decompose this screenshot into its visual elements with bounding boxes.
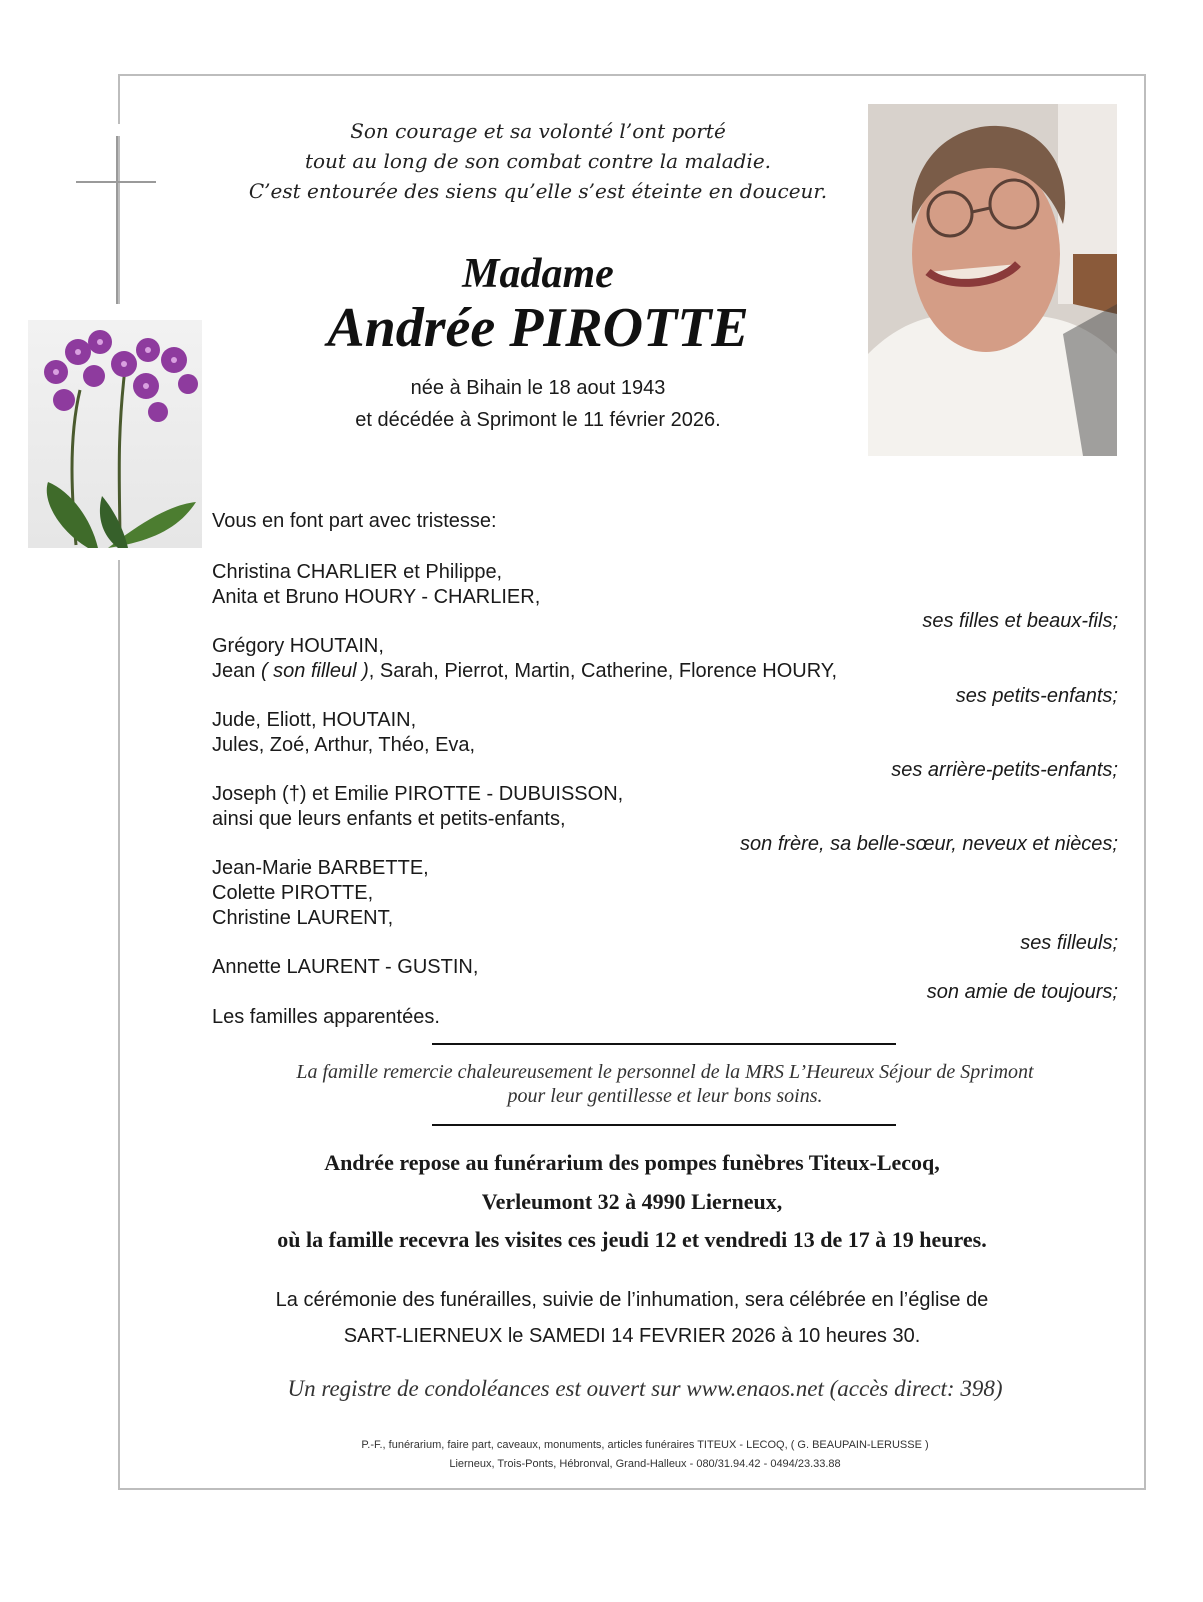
- cross-icon-vertical: [116, 136, 118, 304]
- filleul-note: ( son filleul ): [260, 659, 369, 682]
- family-name: Christine LAURENT,: [212, 906, 394, 929]
- family-name: ainsi que leurs enfants et petits-enfants,: [212, 808, 566, 831]
- family-list: [212, 560, 1118, 1029]
- family-relation: ses filleuls;: [1020, 931, 1118, 954]
- family-name: Joseph (†) et Emilie PIROTTE - DUBUISSON,: [212, 783, 624, 806]
- family-relation: ses arrière-petits-enfants;: [891, 758, 1118, 781]
- divider-bottom: [432, 1124, 896, 1126]
- repose-line: où la famille recevra les visites ces jeudi 12 et vendredi 13 de 17 à 19 heures.: [277, 1227, 987, 1252]
- family-name: Annette LAURENT - GUSTIN,: [212, 956, 479, 979]
- ceremony-block: [140, 1282, 1124, 1354]
- quote-line: Son courage et sa volonté l’ont porté: [350, 119, 726, 143]
- family-name: Jules, Zoé, Arthur, Théo, Eva,: [212, 733, 476, 756]
- title-madame: Madame: [462, 251, 614, 297]
- thanks-block: [200, 1060, 1130, 1108]
- thanks-line: La famille remercie chaleureusement le personnel de la MRS L’Heureux Séjour de Sprimont: [296, 1061, 1034, 1083]
- family-name: Jean-Marie BARBETTE,: [212, 857, 429, 880]
- family-name: Anita et Bruno HOURY - CHARLIER,: [212, 585, 541, 608]
- intro-line: Vous en font part avec tristesse:: [212, 510, 497, 532]
- repose-line: Verleumont 32 à 4990 Lierneux,: [481, 1188, 783, 1214]
- cross-icon-horizontal: [76, 181, 156, 183]
- condolence-register: Un registre de condoléances est ouvert sur www.enaos.net (accès direct: 398): [287, 1376, 1003, 1401]
- footer: [140, 1436, 1150, 1474]
- portrait-photo: [868, 104, 1117, 456]
- repose-line: Andrée repose au funérarium des pompes funèbres Titeux-Lecoq,: [324, 1150, 940, 1175]
- family-relation: ses filles et beaux-fils;: [922, 610, 1118, 633]
- quote-line: tout au long de son combat contre la maladie.: [304, 149, 772, 173]
- family-name: Jude, Eliott, HOUTAIN,: [212, 709, 417, 732]
- family-name-part: , Sarah, Pierrot, Martin, Catherine, Florence HOURY,: [368, 659, 838, 682]
- ceremony-line: SART-LIERNEUX le SAMEDI 14 FEVRIER 2026 à 10 heures 30.: [343, 1325, 921, 1347]
- family-name: Christina CHARLIER et Philippe,: [212, 561, 503, 583]
- dates-block: [200, 372, 876, 436]
- family-relation: son frère, sa belle-sœur, neveux et nièces;: [740, 832, 1118, 855]
- footer-line: Lierneux, Trois-Ponts, Hébronval, Grand-Halleux - 080/31.94.42 - 0494/23.33.88: [449, 1458, 841, 1470]
- divider-top: [432, 1043, 896, 1045]
- family-name: Colette PIROTTE,: [212, 882, 374, 905]
- family-name: Grégory HOUTAIN,: [212, 635, 384, 658]
- quote-block: [200, 116, 876, 206]
- repose-block: [140, 1144, 1124, 1260]
- quote-line: C’est entourée des siens qu’elle s’est éteinte en douceur.: [248, 179, 828, 203]
- ceremony-line: La cérémonie des funérailles, suivie de l’inhumation, sera célébrée en l’église de: [275, 1289, 989, 1311]
- family-relation: ses petits-enfants;: [955, 684, 1118, 707]
- footer-line: P.-F., funérarium, faire part, caveaux, monuments, articles funéraires TITEUX - LECOQ, ( G. BEAUPAIN-LERUSSE ): [361, 1439, 929, 1451]
- family-name-part: Jean: [212, 659, 261, 682]
- death-line: et décédée à Sprimont le 11 février 2026.: [355, 409, 721, 431]
- birth-line: née à Bihain le 18 aout 1943: [410, 377, 666, 399]
- family-relation: son amie de toujours;: [926, 980, 1118, 1003]
- thanks-line: pour leur gentillesse et leur bons soins.: [507, 1085, 823, 1107]
- closing-line: Les familles apparentées.: [212, 1005, 440, 1028]
- frame-gap-top: [114, 124, 124, 136]
- deceased-name: Andrée PIROTTE: [327, 297, 749, 359]
- family-name-jean: [212, 659, 1118, 684]
